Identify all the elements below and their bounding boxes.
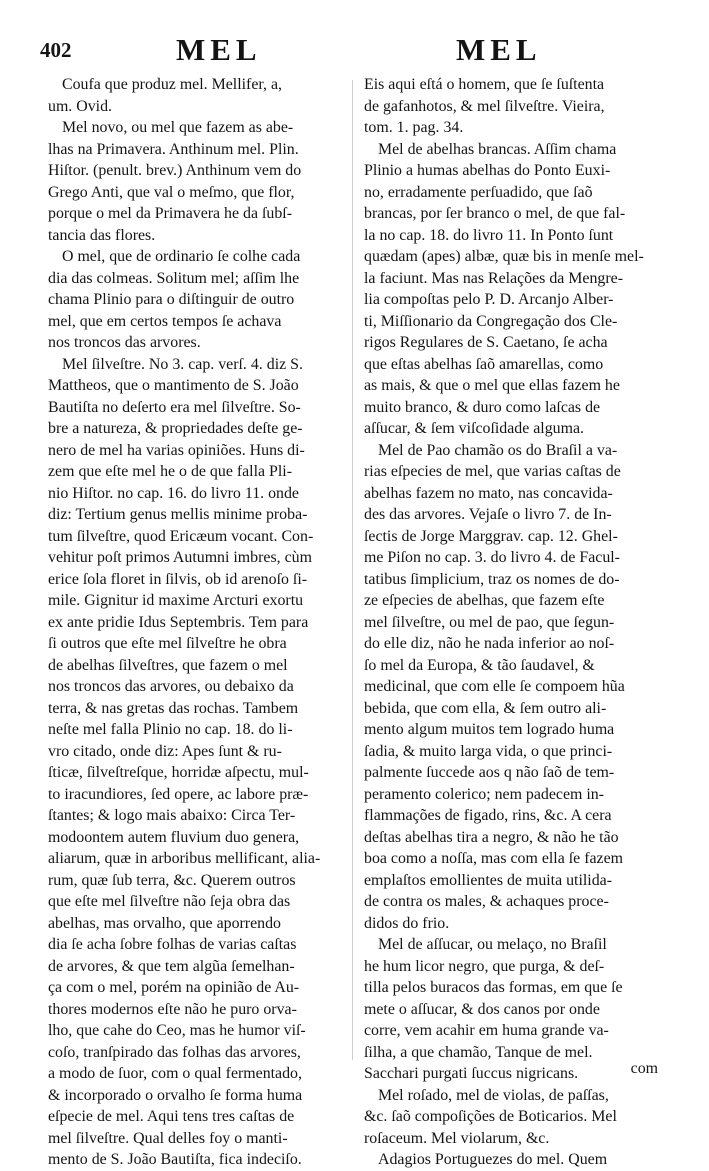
text-line: ex ante pridie Idus Septembris. Tem para — [48, 613, 309, 631]
text-line: mel, que em certos tempos ſe achava — [48, 312, 282, 330]
text-line: nero de mel ha varias opiniões. Huns di- — [48, 441, 305, 459]
text-line: lia compoſtas pelo P. D. Arcanjo Alber- — [364, 291, 614, 308]
text-line: O mel, que de ordinario ſe colhe cada — [62, 248, 301, 265]
text-line: eſpecie de mel. Aqui tens tres caſtas de — [48, 1108, 295, 1125]
text-line: modoontem autem fluvium duo genera, — [48, 828, 300, 846]
text-line: brancas, por ſer branco o mel, de que fal- — [364, 205, 626, 222]
text-line: didos do frio. — [364, 914, 450, 932]
text-line: Mel de abelhas brancas. Aſſim chama — [378, 140, 617, 158]
text-line: ſtantes; & logo mais abaixo: Circa Ter- — [48, 807, 296, 824]
text-line: Grego Anti, que val o meſmo, que flor, — [48, 183, 295, 201]
text-line: de arvores, & que tem algũa ſemelhan- — [48, 957, 295, 975]
text-line: muito branco, & duro como laſcas de — [364, 398, 601, 416]
running-head-left: MEL — [176, 32, 262, 67]
text-line: boa como a noſſa, mas com ella ſe fazem — [364, 850, 623, 867]
text-line: que eſte mel ſilveſtre não ſeja obra das — [48, 893, 291, 910]
text-line: & incorporado o orvalho ſe forma huma — [48, 1086, 303, 1104]
text-line: medicinal, que com elle ſe compoem hũa — [364, 678, 625, 695]
text-line: des das arvores. Vejaſe o livro 7. de In- — [364, 506, 612, 523]
text-line: Plinio a humas abelhas do Ponto Euxi- — [364, 162, 611, 179]
text-line: peramento colerico; nem padecem in- — [364, 785, 605, 803]
text-line: que eſtas abelhas ſaõ amarellas, como — [364, 355, 604, 373]
text-line: tilla pelos buracos das formas, em que ſe — [364, 979, 623, 996]
text-line: Adagios Portuguezes do mel. Quem — [378, 1151, 608, 1168]
text-line: vehitur poſt primos Autumni imbres, cùm — [48, 549, 312, 566]
text-line: ſadia, & muito larga vida, o que princi- — [364, 742, 613, 760]
catchword: com — [630, 1060, 658, 1077]
text-line: lhas na Primavera. Anthinum mel. Plin. — [48, 140, 299, 158]
text-line: as mais, & que o mel que ellas fazem he — [364, 377, 620, 394]
text-line: Mel de Pao chamão os do Braſil a va- — [378, 441, 618, 459]
text-line: lho, que cahe do Ceo, mas he humor viſ- — [48, 1022, 306, 1039]
text-line: neſte mel falla Plinio no cap. 18. do li- — [48, 721, 293, 738]
text-line: de contra os males, & achaques proce- — [364, 893, 609, 910]
text-line: he hum licor negro, que purga, & deſ- — [364, 957, 605, 975]
text-line: la no cap. 18. do livro 11. In Ponto ſunt — [364, 226, 614, 244]
text-line: mel ſilveſtre. Qual delles foy o manti- — [48, 1129, 288, 1147]
text-line: de gafanhotos, & mel ſilveſtre. Vieira, — [364, 97, 605, 115]
text-line: roſaceum. Mel violarum, &c. — [364, 1129, 550, 1147]
text-line: rum, quæ ſub terra, &c. Querem outros — [48, 871, 296, 889]
text-line: palmente ſuccede aos q não ſaõ de tem- — [364, 764, 615, 781]
text-line: flammações de figado, rins, &c. A cera — [364, 807, 612, 824]
text-line: chama Plinio para o diſtinguir de outro — [48, 291, 295, 308]
text-line: Mel ſilveſtre. No 3. cap. verſ. 4. diz S. — [62, 355, 303, 373]
text-line: erice ſola floret in ſilvis, ob id arenoſo ſi- — [48, 570, 308, 588]
text-line: ſo mel da Europa, & tão ſaudavel, & — [364, 656, 595, 674]
left-column — [48, 74, 342, 1171]
text-line: coſo, tranſpirado das folhas das arvores, — [48, 1043, 301, 1061]
text-line: abelhas, mas orvalho, que aporrendo — [48, 914, 281, 932]
text-line: aſſucar, & ſem viſcoſidade alguma. — [364, 420, 584, 437]
text-line: thores modernos eſte não he puro orva- — [48, 1000, 297, 1018]
text-line: bre a natureza, & propriedades deſte ge- — [48, 420, 303, 437]
text-line: quædam (apes) albæ, quæ bis in menſe mel- — [364, 248, 644, 265]
text-line: Sacchari purgati ſuccus nigricans. — [364, 1065, 579, 1082]
text-line: nio Hiſtor. no cap. 16. do livro 11. onde — [48, 484, 299, 502]
text-line: la faciunt. Mas nas Relações da Mengre- — [364, 269, 624, 287]
text-line: ſi outros que eſte mel ſilveſtre he obra — [48, 635, 287, 652]
text-line: no, erradamente perſuadido, que ſaõ — [364, 183, 593, 201]
text-line: Mel roſado, mel de violas, de paſſas, — [378, 1086, 609, 1104]
text-line: vro citado, onde diz: Apes ſunt & ru- — [48, 742, 282, 760]
text-line: rigos Regulares de S. Caetano, ſe acha — [364, 334, 608, 351]
text-line: ſticæ, ſilveſtreſque, horridæ aſpectu, mul- — [48, 764, 309, 781]
text-line: nos troncos das arvores, ou debaixo da — [48, 678, 294, 695]
text-line: Eis aqui eſtá o homem, que ſe ſuſtenta — [364, 76, 605, 93]
page-header — [0, 30, 709, 70]
text-line: corre, vem acahir em huma grande va- — [364, 1022, 609, 1039]
text-line: mel ſilveſtre, ou mel de pao, que ſegun- — [364, 613, 615, 631]
text-line: abelhas fazem no mato, nas concavida- — [364, 484, 613, 502]
text-line: nos troncos das arvores. — [48, 334, 201, 351]
text-line: do elle diz, não he nada inferior ao noſ- — [364, 635, 615, 652]
text-line: tum ſilveſtre, quod Ericæum vocant. Con- — [48, 527, 314, 545]
text-line: ça com o mel, porém na opinião de Au- — [48, 979, 300, 996]
text-line: a modo de ſuor, com o qual fermentado, — [48, 1065, 302, 1082]
text-line: porque o mel da Primavera he da ſubſ- — [48, 205, 293, 222]
text-line: um. Ovid. — [48, 97, 113, 115]
text-line: ſectis de Jorge Marggrav. cap. 12. Ghel- — [364, 527, 618, 545]
text-line: mile. Gignitur id maxime Arcturi exortu — [48, 592, 304, 609]
running-head-right: MEL — [456, 32, 542, 67]
text-line: tancia das flores. — [48, 226, 156, 244]
text-line: to iracundiores, ſed opere, ac labore præ- — [48, 785, 309, 803]
text-line: terra, & nas gretas das rochas. Tambem — [48, 699, 299, 717]
text-line: mento algum muitos tem logrado huma — [364, 721, 615, 738]
text-line: de abelhas ſilveſtres, que fazem o mel — [48, 656, 288, 674]
text-line: ze eſpecies de abelhas, que fazem eſte — [364, 592, 605, 609]
text-line: Mel novo, ou mel que fazem as abe- — [62, 119, 294, 136]
right-column — [364, 74, 658, 1171]
text-line: dia das colmeas. Solitum mel; aſſim lhe — [48, 269, 300, 287]
text-line: ſilha, a que chamão, Tanque de mel. — [364, 1043, 593, 1061]
text-line: emplaſtos emollientes de muita utilida- — [364, 871, 613, 889]
column-divider — [352, 80, 353, 1060]
text-line: &c. ſaõ compoſições de Boticarios. Mel — [364, 1108, 617, 1125]
text-line: dia ſe acha ſobre folhas de varias caſtas — [48, 936, 297, 953]
text-line: ti, Miſſionario da Congregação dos Cle- — [364, 312, 618, 330]
text-line: rias eſpecies de mel, que varias caſtas de — [364, 463, 621, 480]
text-line: diz: Tertium genus mellis minime proba- — [48, 506, 308, 523]
text-line: Bautiſta no deſerto era mel ſilveſtre. So- — [48, 398, 301, 416]
text-line: Hiſtor. (penult. brev.) Anthinum vem do — [48, 162, 302, 179]
text-line: me Piſon no cap. 3. do livro 4. de Facul- — [364, 549, 620, 566]
text-line: tom. 1. pag. 34. — [364, 119, 464, 136]
text-line: Mattheos, que o mantimento de S. João — [48, 377, 299, 394]
text-line: Coufa que produz mel. Mellifer, a, — [62, 76, 282, 93]
text-line: mento de S. João Bautiſta, fica indeciſo. — [48, 1151, 302, 1168]
text-line: zem que eſte mel he o de que falla Pli- — [48, 463, 293, 480]
text-line: deſtas abelhas tira a negro, & não he tão — [364, 828, 619, 846]
text-line: bebida, que com ella, & ſem outro ali- — [364, 699, 607, 717]
text-line: tatibus ſimplicium, traz os nomes de do- — [364, 570, 620, 588]
text-line: mete o aſſucar, & dos canos por onde — [364, 1000, 600, 1018]
text-line: aliarum, quæ in arboribus mellificant, alia- — [48, 850, 321, 867]
text-line: Mel de aſſucar, ou melaço, no Braſil — [378, 936, 607, 953]
page-number: 402 — [40, 38, 72, 62]
